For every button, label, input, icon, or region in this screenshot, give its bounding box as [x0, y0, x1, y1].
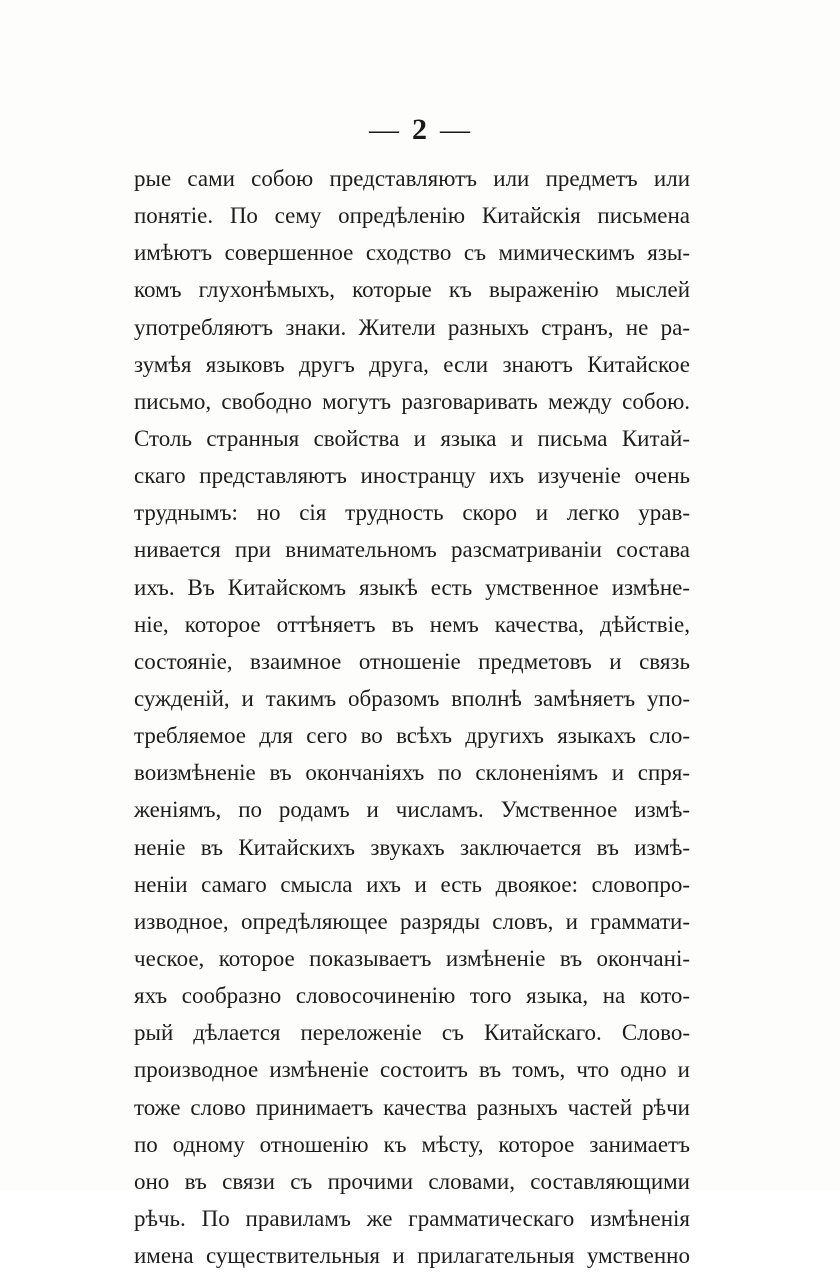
- text-line: Столь странныя свойства и языка и письма Китай-: [134, 425, 690, 451]
- text-line: ихъ. Въ Китайскомъ языкѣ есть умственное измѣне-: [134, 574, 690, 600]
- text-line: производное измѣненіе состоитъ въ томъ, что одно и: [134, 1057, 690, 1083]
- text-line: зумѣя языковъ другъ друга, если знаютъ Китайское: [134, 351, 690, 377]
- text-line: понятіе. По сему опредѣленію Китайскія письмена: [134, 203, 690, 229]
- text-line: рые сами собою представляютъ или предметъ или: [134, 166, 690, 191]
- text-line: неніи самаго смысла ихъ и есть двоякое: словопро-: [134, 871, 690, 897]
- text-line: изводное, опредѣляющее разряды словъ, и граммати-: [134, 908, 690, 934]
- text-line: письмо, свободно могутъ разговаривать между собою.: [134, 388, 690, 414]
- page-number: 2: [412, 113, 428, 146]
- text-line: воизмѣненіе въ окончаніяхъ по склоненіямъ и спря-: [134, 760, 690, 786]
- dash-left: —: [369, 113, 400, 146]
- dash-right: —: [440, 113, 471, 146]
- page-number-header: [0, 112, 840, 148]
- text-line: нивается при внимательномъ разсматриваніи состава: [134, 537, 690, 563]
- text-line: труднымъ: но сія трудность скоро и легко урав-: [134, 500, 690, 526]
- text-line: по одному отношенію къ мѣсту, которое занимаетъ: [134, 1131, 690, 1157]
- text-line: тоже слово принимаетъ качества разныхъ частей рѣчи: [134, 1094, 690, 1120]
- text-line: рѣчь. По правиламъ же грамматическаго измѣненія: [134, 1205, 690, 1231]
- text-line: ніе, которое оттѣняетъ въ немъ качества, дѣйствіе,: [134, 611, 690, 637]
- text-line: скаго представляютъ иностранцу ихъ изученіе очень: [134, 463, 690, 489]
- text-line: комъ глухонѣмыхъ, которые къ выраженію мыслей: [134, 277, 690, 303]
- text-line: сужденій, и такимъ образомъ вполнѣ замѣняетъ упо-: [134, 685, 690, 711]
- text-line: употребляютъ знаки. Жители разныхъ странъ, не ра-: [134, 314, 690, 340]
- body-text: [134, 160, 690, 1274]
- text-line: требляемое для сего во всѣхъ другихъ языкахъ сло-: [134, 723, 690, 749]
- text-line: имѣютъ совершенное сходство съ мимическимъ язы-: [134, 240, 690, 266]
- text-line: рый дѣлается переложеніе съ Китайскаго. Слово-: [134, 1020, 690, 1046]
- text-line: женіямъ, по родамъ и числамъ. Умственное измѣ-: [134, 797, 690, 823]
- text-line: ческое, которое показываетъ измѣненіе въ окончані-: [134, 945, 690, 971]
- text-line: состояніе, взаимное отношеніе предметовъ и связь: [134, 648, 690, 674]
- text-line: имена существительныя и прилагательныя умственно: [134, 1243, 690, 1269]
- text-line: оно въ связи съ прочими словами, составляющими: [134, 1168, 690, 1194]
- text-line: неніе въ Китайскихъ звукахъ заключается въ измѣ-: [134, 834, 690, 860]
- text-line: яхъ сообразно словосочиненію того языка, на кото-: [134, 983, 690, 1009]
